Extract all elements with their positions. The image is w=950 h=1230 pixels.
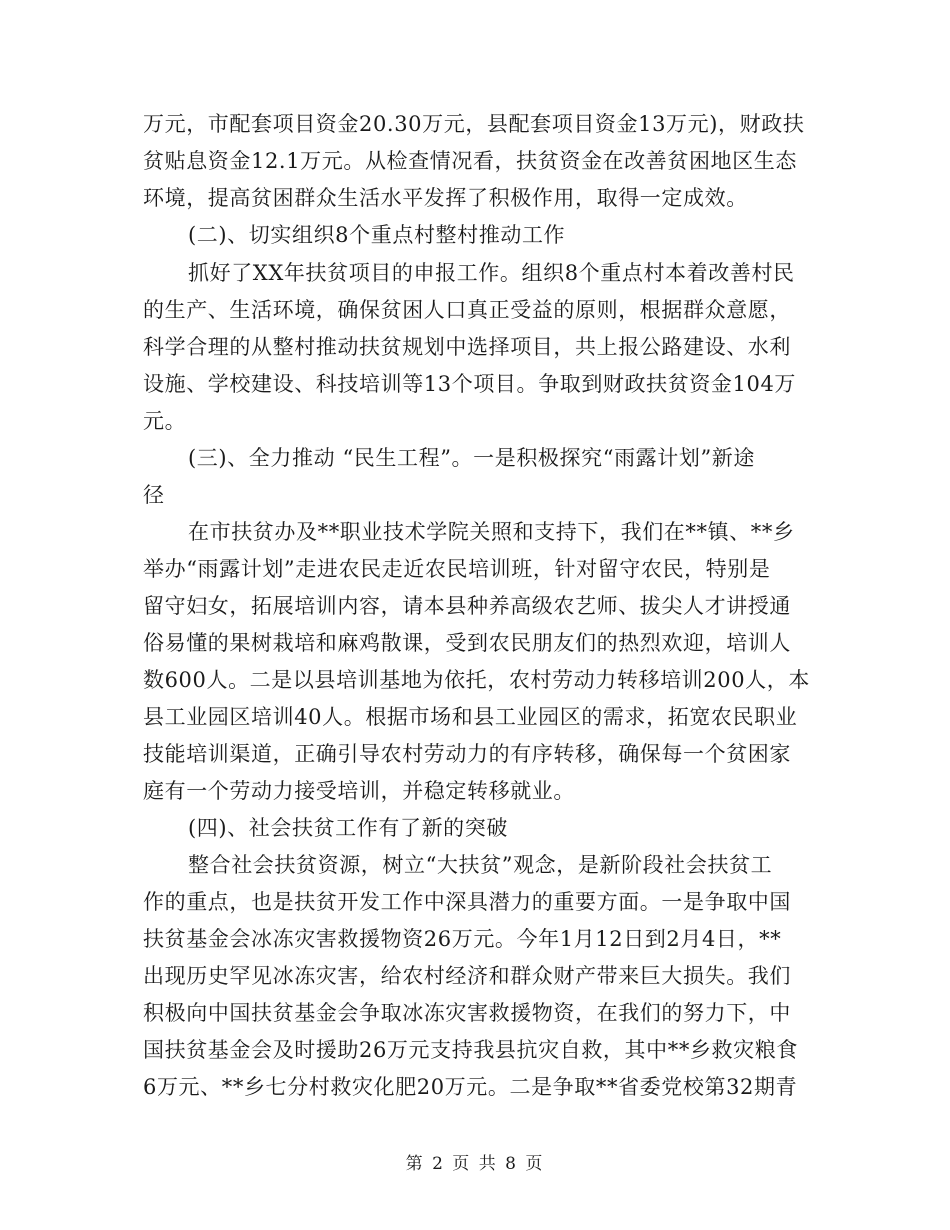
section-heading: (四)、社会扶贫工作有了新的突破	[188, 816, 508, 840]
text-line: 抓好了XX年扶贫项目的申报工作。组织8个重点村本着改善村民	[188, 261, 795, 285]
text-line: 留守妇女，拓展培训内容，请本县种养高级农艺师、拔尖人才讲授通	[143, 594, 791, 618]
text-line: 县工业园区培训40人。根据市场和县工业园区的需求，拓宽农民职业	[143, 705, 798, 729]
text-line: 径	[143, 483, 165, 507]
text-line: 贫贴息资金12.1万元。从检查情况看，扶贫资金在改善贫困地区生态	[143, 149, 797, 173]
text-line: 在市扶贫办及**职业技术学院关照和支持下，我们在**镇、**乡	[188, 520, 795, 544]
text-line: 整合社会扶贫资源，树立“大扶贫”观念，是新阶段社会扶贫工	[188, 853, 773, 877]
text-line: 科学合理的从整村推动扶贫规划中选择项目，共上报公路建设、水利	[143, 335, 791, 359]
text-line: 庭有一个劳动力接受培训，并稳定转移就业。	[143, 779, 575, 803]
text-line: 设施、学校建设、科技培训等13个项目。争取到财政扶贫资金104万	[143, 372, 797, 396]
text-line: 万元，市配套项目资金20.30万元，县配套项目资金13万元)，财政扶	[143, 112, 805, 136]
text-line: 的生产、生活环境，确保贫困人口真正受益的原则，根据群众意愿，	[143, 298, 791, 322]
text-line: 6万元、**乡七分村救灾化肥20万元。二是争取**省委党校第32期青	[143, 1075, 798, 1099]
page-number-footer: 第 2 页 共 8 页	[405, 1154, 545, 1174]
section-heading: (二)、切实组织8个重点村整村推动工作	[188, 223, 566, 247]
text-line: 国扶贫基金会及时援助26万元支持我县抗灾自救，其中**乡救灾粮食	[143, 1038, 798, 1062]
text-line: 作的重点，也是扶贫开发工作中深具潜力的重要方面。一是争取中国	[143, 890, 791, 914]
text-line: 俗易懂的果树栽培和麻鸡散课，受到农民朋友们的热烈欢迎，培训人	[143, 631, 791, 655]
text-line: 积极向中国扶贫基金会争取冰冻灾害救援物资，在我们的努力下，中	[143, 1001, 791, 1025]
text-line: 举办“雨露计划”走进农民走近农民培训班，针对留守农民，特别是	[143, 557, 771, 581]
text-line: 数600人。二是以县培训基地为依托，农村劳动力转移培训200人，本	[143, 668, 810, 692]
text-line: 技能培训渠道，正确引导农村劳动力的有序转移，确保每一个贫困家	[143, 742, 791, 766]
section-heading: (三)、全力推动 “民生工程”。一是积极探究“雨露计划”新途	[188, 446, 756, 470]
text-line: 元。	[143, 409, 187, 433]
text-line: 出现历史罕见冰冻灾害，给农村经济和群众财产带来巨大损失。我们	[143, 964, 791, 988]
text-line: 扶贫基金会冰冻灾害救援物资26万元。今年1月12日到2月4日，**	[143, 927, 782, 951]
text-line: 环境，提高贫困群众生活水平发挥了积极作用，取得一定成效。	[143, 186, 748, 210]
